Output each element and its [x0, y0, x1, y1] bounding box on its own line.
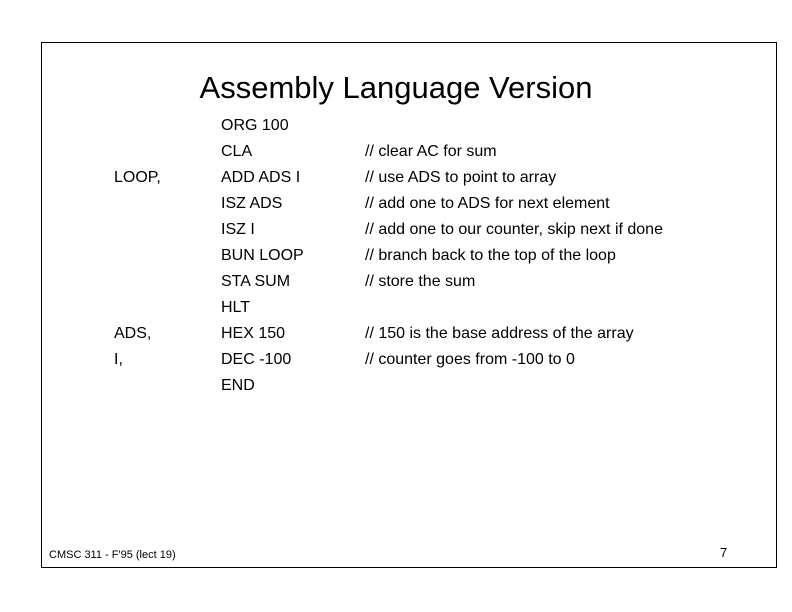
code-instruction: HEX 150 [221, 325, 286, 342]
code-comment: // 150 is the base address of the array [365, 325, 634, 342]
code-label: LOOP, [114, 169, 161, 186]
code-instruction: ISZ I [221, 221, 255, 238]
code-label: ADS, [114, 325, 152, 342]
code-instruction: END [221, 377, 255, 394]
code-instruction: ADD ADS I [221, 169, 301, 186]
page-number: 7 [720, 545, 728, 560]
code-instruction: BUN LOOP [221, 247, 304, 264]
code-comment: // store the sum [365, 273, 476, 290]
code-comment: // branch back to the top of the loop [365, 247, 616, 264]
slide-title: Assembly Language Version [199, 70, 593, 105]
code-comment: // clear AC for sum [365, 143, 497, 160]
code-line [0, 324, 792, 350]
code-line [0, 350, 792, 376]
code-instruction: DEC -100 [221, 351, 292, 368]
code-line [0, 246, 792, 272]
code-comment: // add one to our counter, skip next if done [365, 221, 663, 238]
code-comment: // add one to ADS for next element [365, 195, 610, 212]
code-line [0, 376, 792, 402]
code-instruction: ORG 100 [221, 117, 289, 134]
code-instruction: STA SUM [221, 273, 291, 290]
code-instruction: ISZ ADS [221, 195, 283, 212]
footer-course-label: CMSC 311 - F'95 (lect 19) [49, 549, 176, 561]
code-line [0, 116, 792, 142]
code-line [0, 298, 792, 324]
code-comment: // counter goes from -100 to 0 [365, 351, 575, 368]
code-line [0, 194, 792, 220]
code-label: I, [114, 351, 123, 368]
code-comment: // use ADS to point to array [365, 169, 557, 186]
code-line [0, 142, 792, 168]
code-instruction: HLT [221, 299, 251, 316]
code-line [0, 220, 792, 246]
code-line [0, 272, 792, 298]
code-instruction: CLA [221, 143, 253, 160]
code-line [0, 168, 792, 194]
